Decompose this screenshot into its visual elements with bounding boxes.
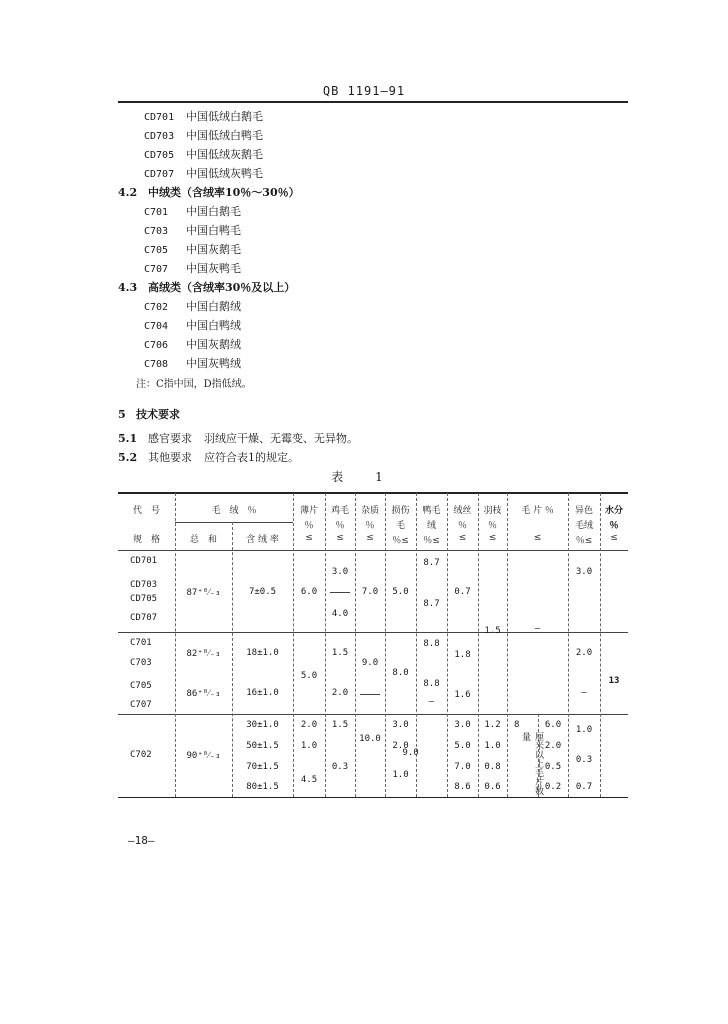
row-code: C701 [130, 638, 152, 648]
header-plume-limit: ≤ [488, 533, 497, 543]
item-name: 中国白鸭毛 [186, 224, 241, 237]
item-name: 中国白鹅绒 [186, 300, 241, 313]
flake-value: 2.0 [300, 720, 318, 730]
damage-value: 8.0 [392, 668, 409, 678]
chicken-value: 1.5 [331, 720, 349, 730]
row-code: CD705 [130, 594, 158, 604]
list-item [144, 222, 241, 238]
header-impurity-unit: ％ [365, 521, 375, 531]
note: 注：C指中国，D指低绒。 [136, 379, 252, 390]
header-duck-feather-limit: ％≤ [423, 536, 440, 546]
page-number: —18— [128, 834, 155, 847]
item-name: 中国低绒灰鹅毛 [186, 148, 263, 161]
list-item [144, 298, 241, 314]
row-code: C703 [130, 658, 152, 668]
odd-color-value: — [581, 688, 587, 698]
flake-value: 4.5 [300, 775, 318, 785]
item-name: 中国低绒灰鸭毛 [186, 167, 263, 180]
item-code: C703 [144, 226, 169, 237]
item-code: CD703 [144, 131, 175, 142]
header-plume-unit: ％ [487, 521, 497, 531]
header-down-content: 含 绒 率 [246, 535, 279, 545]
table-row-rule [118, 714, 628, 715]
odd-color-value: 0.3 [575, 755, 593, 765]
list-item [144, 108, 263, 124]
header-total: 总 和 [189, 535, 217, 545]
header-fiber: 绒丝 [453, 506, 472, 516]
plume-value: 0.6 [484, 782, 501, 792]
water-value: 13 [608, 676, 620, 686]
header-duck-feather-2: 绒 [426, 521, 436, 531]
odd-color-value: 0.7 [575, 782, 593, 792]
down-value: 16±1.0 [246, 688, 279, 698]
fiber-value: 7.0 [454, 762, 471, 772]
section-4-3 [118, 279, 295, 295]
section-number: 5 [118, 408, 126, 421]
header-damage: 损伤 [391, 506, 410, 516]
item-code: C705 [144, 245, 169, 256]
fiber-value: 0.7 [454, 587, 471, 597]
down-value: 7±0.5 [248, 587, 277, 597]
item-name: 中国灰鸭毛 [186, 262, 241, 275]
section-number: 4.3 [118, 281, 138, 294]
item-name: 中国灰鹅绒 [186, 338, 241, 351]
odd-color-value: 2.0 [575, 648, 593, 658]
row-code: C702 [130, 750, 152, 760]
chicken-value: 0.3 [331, 762, 349, 772]
section-number: 5.2 [118, 451, 138, 464]
header-impurity: 杂质 [360, 506, 379, 516]
duckdown-value: 9.0 [402, 748, 419, 758]
item-code: C701 [144, 207, 169, 218]
item-name: 中国低绒白鹅毛 [186, 110, 263, 123]
damage-value: 3.0 [392, 720, 409, 730]
item-code: C706 [144, 340, 169, 351]
chicken-value: 3.0 [331, 567, 349, 577]
header-water: 水分 [604, 506, 623, 516]
fiber-value: 8.6 [454, 782, 471, 792]
header-plume: 羽枝 [483, 506, 502, 516]
section-title: 技术要求 [136, 408, 180, 421]
cell-divider [330, 592, 350, 593]
cell-divider [360, 694, 380, 695]
chicken-value: 1.5 [331, 648, 349, 658]
section-title: 高绒类（含绒率30％及以上） [148, 281, 296, 294]
header-odd-color-limit: ％≤ [575, 536, 593, 546]
fiber-value: 3.0 [454, 720, 471, 730]
feather-pieces-size: 8 [514, 720, 520, 730]
flake-value: 1.0 [300, 741, 318, 751]
damage-value: 1.0 [392, 770, 409, 780]
list-item [144, 165, 263, 181]
feather-pieces-value: — [534, 624, 541, 634]
plume-value: 1.5 [484, 626, 501, 636]
down-value: 18±1.0 [246, 648, 279, 658]
item-name: 中国白鸭绒 [186, 319, 241, 332]
header-impurity-limit: ≤ [366, 533, 374, 543]
fiber-value: 1.6 [454, 690, 471, 700]
row-code: CD701 [130, 556, 158, 566]
header-water-unit: ％ [609, 521, 619, 531]
table-header-rule [118, 550, 628, 551]
flake-value: 5.0 [300, 671, 318, 681]
list-item [144, 146, 263, 162]
impurity-value: 10.0 [359, 734, 381, 744]
row-code: CD707 [130, 613, 158, 623]
header-flake: 薄片 [299, 506, 318, 516]
list-item [144, 355, 241, 371]
duckdown-value: — [428, 697, 435, 707]
header-fiber-limit: ≤ [458, 533, 467, 543]
row-code: C705 [130, 681, 152, 691]
plume-value: 0.8 [484, 762, 501, 772]
item-name: 中国灰鹅毛 [186, 243, 241, 256]
header-feather-pieces: 毛 片 ％ [521, 506, 554, 516]
odd-color-value: 1.0 [575, 725, 593, 735]
list-item [144, 203, 241, 219]
down-value: 50±1.5 [246, 741, 279, 751]
item-name: 中国低绒白鸭毛 [186, 129, 263, 142]
plume-value: 1.2 [484, 720, 501, 730]
header-water-limit: ≤ [610, 533, 618, 543]
header-damage-limit: ％≤ [392, 536, 409, 546]
table-bottom-rule [118, 797, 628, 798]
feather-pieces-value: 0.2 [544, 782, 562, 792]
feather-pieces-value: 6.0 [544, 720, 562, 730]
list-item [144, 241, 241, 257]
plume-value: 1.0 [484, 741, 501, 751]
duckdown-value: 8.7 [423, 599, 440, 609]
column-divider [232, 522, 233, 797]
total-value: 82⁺⁰⁄₋₃ [186, 649, 221, 659]
table-caption: 表 1 [331, 470, 397, 484]
table-subheader-rule [175, 522, 293, 523]
odd-color-value: 3.0 [575, 567, 593, 577]
list-item [144, 260, 241, 276]
impurity-value: 9.0 [361, 658, 379, 668]
standard-number: QB 1191—91 [322, 84, 406, 98]
impurity-value: 7.0 [361, 587, 379, 597]
feather-pieces-note: 厘米以上毛片数量 [520, 732, 543, 795]
damage-value: 5.0 [392, 587, 409, 597]
header-flake-limit: ≤ [305, 533, 313, 543]
item-code: CD701 [144, 112, 175, 123]
fiber-value: 5.0 [454, 741, 471, 751]
list-item [144, 317, 241, 333]
header-flake-unit: ％ [304, 521, 314, 531]
section-title: 中绒类（含绒率10％～30％） [148, 186, 300, 199]
section-label: 其他要求 [148, 451, 192, 464]
header-chicken: 鸡毛 [330, 506, 349, 516]
down-value: 70±1.5 [246, 762, 279, 772]
section-text: 羽绒应干燥、无霉变、无异物。 [204, 432, 358, 445]
row-code: C707 [130, 700, 152, 710]
section-text: 应符合表1的规定。 [204, 451, 299, 464]
header-chicken-unit: ％ [335, 521, 345, 531]
chicken-value: 4.0 [331, 609, 349, 619]
fiber-value: 1.8 [454, 650, 471, 660]
header-feather-pieces-limit: ≤ [533, 533, 542, 543]
damage-value: 2.0 [392, 741, 409, 751]
down-value: 30±1.0 [246, 720, 279, 730]
table-top-rule [118, 492, 628, 494]
item-code: C707 [144, 264, 169, 275]
section-5-2 [118, 449, 299, 465]
section-5 [118, 406, 180, 422]
header-rule [118, 101, 628, 103]
duckdown-value: 8.8 [423, 639, 440, 649]
header-odd-color-2: 毛绒 [574, 521, 593, 531]
header-code: 代 号 [132, 506, 160, 516]
item-code: CD705 [144, 150, 175, 161]
duckdown-value: 8.7 [423, 558, 440, 568]
header-duck-feather: 鸭毛 [422, 506, 441, 516]
item-code: C704 [144, 321, 169, 332]
section-4-2 [118, 184, 300, 200]
list-item [144, 127, 263, 143]
header-damage-2: 毛 [395, 521, 405, 531]
header-chicken-limit: ≤ [336, 533, 344, 543]
down-value: 80±1.5 [246, 782, 279, 792]
feather-pieces-value: 0.5 [544, 762, 562, 772]
chicken-value: 2.0 [331, 688, 349, 698]
section-label: 感官要求 [148, 432, 192, 445]
total-value: 90⁺⁰⁄₋₃ [186, 751, 221, 761]
item-name: 中国白鹅毛 [186, 205, 241, 218]
section-number: 4.2 [118, 186, 138, 199]
flake-value: 6.0 [300, 587, 318, 597]
row-code: CD703 [130, 580, 158, 590]
section-number: 5.1 [118, 432, 138, 445]
header-feather-down: 毛 绒 ％ [211, 506, 257, 516]
header-fiber-unit: ％ [457, 521, 467, 531]
header-spec: 规 格 [132, 535, 160, 545]
item-code: C702 [144, 302, 169, 313]
list-item [144, 336, 241, 352]
item-name: 中国灰鸭绒 [186, 357, 241, 370]
item-code: CD707 [144, 169, 175, 180]
feather-pieces-value: 2.0 [544, 741, 562, 751]
header-odd-color: 异色 [574, 506, 593, 516]
duckdown-value: 8.8 [423, 679, 440, 689]
section-5-1 [118, 430, 358, 446]
item-code: C708 [144, 359, 169, 370]
total-value: 87⁺⁰⁄₋₃ [186, 588, 221, 598]
total-value: 86⁺⁰⁄₋₃ [186, 689, 221, 699]
